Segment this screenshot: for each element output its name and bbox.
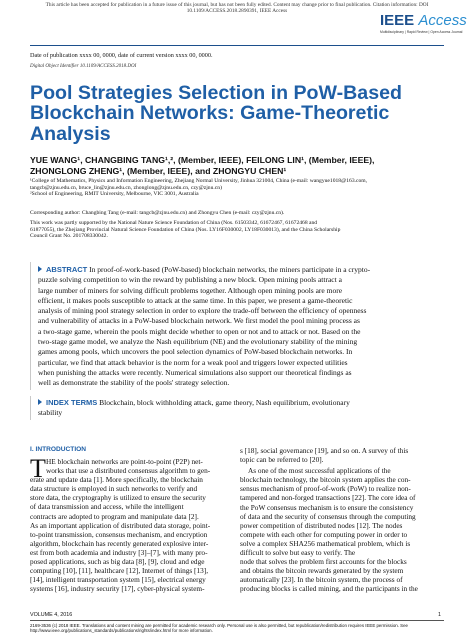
corresponding-text: Corresponding author: Changbing Tang (e-mail: tangcb@zjnu.edu.cn) and Zhongyu Chen (e-mail: czy@zjnu.cn). bbox=[30, 210, 285, 216]
title-line: Blockchain Networks: Game-Theoretic bbox=[30, 102, 390, 125]
logo-tagline: Multidisciplinary | Rapid Review | Open Access Journal bbox=[380, 30, 463, 34]
body-line: HE blockchain networks are point-to-point (P2P) net- bbox=[46, 457, 203, 466]
title-line: Analysis bbox=[30, 122, 111, 145]
header-rule bbox=[30, 45, 444, 46]
affiliations bbox=[30, 178, 450, 198]
body-line: node that solves the problem first accounts for the blocks bbox=[240, 557, 407, 567]
paper-title bbox=[30, 83, 450, 144]
drop-cap: T bbox=[30, 454, 46, 483]
abstract-line: In proof-of-work-based (PoW-based) blockchain networks, the miners participate in a crypto- bbox=[89, 265, 371, 274]
abstract-line: well as demonstrate the stability of the pools' strategy selection. bbox=[38, 378, 230, 388]
abstract-line: large number of miners for solving difficult problems together. Although open mining pools are more bbox=[38, 285, 343, 295]
license-line: 2169-3536 (c) 2018 IEEE. Translations and content mining are permitted for academic research only. Personal use is also permitted, but republication/redistribution requires IEEE permission. See bbox=[30, 623, 408, 628]
intro-column-right bbox=[240, 446, 450, 594]
body-line: difficult to solve but easy to verify. The bbox=[240, 548, 356, 558]
abstract-line: particular, we find that attack behavior is the norm for a weak pool and triggers lower expected utilities bbox=[38, 357, 348, 367]
body-line: and obtains the bitcoin rewards generated by the system bbox=[240, 566, 404, 576]
body-line: As an important application of distributed data storage, point- bbox=[30, 520, 211, 530]
author-line: YUE WANG¹, CHANGBING TANG¹,², (Member, IEEE), FEILONG LIN¹, (Member, IEEE), bbox=[30, 155, 375, 165]
logo-access: Access bbox=[418, 12, 467, 29]
body-line: systems [16], industry security [17], cyber-physical system- bbox=[30, 584, 205, 594]
body-line: automatically [23]. In the bitcoin system, the process of bbox=[240, 575, 403, 585]
footer-rule bbox=[30, 620, 444, 621]
body-line: power competition of distributed nodes [12]. The nodes bbox=[240, 520, 403, 530]
triangle-icon bbox=[38, 266, 42, 272]
license-notice bbox=[30, 623, 444, 634]
body-line: blockchain technology, the bitcoin system applies the con- bbox=[240, 475, 411, 485]
body-line: posed applications, such as big data [8], [9], cloud and edge bbox=[30, 557, 205, 567]
body-line: tampered and non-forged transactions [22]. The core idea of bbox=[240, 493, 416, 503]
funding-line: 61877055), the Zhejiang Provincial Natural Science Foundation of China (Nos. LY16F030002, LY18F030013), and the China Scholarship bbox=[30, 226, 341, 233]
abstract bbox=[38, 265, 448, 389]
abstract-line: two-stage game model, we analyze the Nash equilibrium (NE) and the evolutionary stability of the mining bbox=[38, 337, 358, 347]
body-line: erate and update data [1]. More specifically, the blockchain bbox=[30, 475, 203, 485]
funding-line: This work was partly supported by the National Nature Science Foundation of China (Nos. 61503342, 61672467, 61672468 and bbox=[30, 220, 318, 226]
body-line: to-point transmission, consensus mechanism, and encryption bbox=[30, 529, 208, 539]
body-line: the PoW consensus mechanism is to ensure the consistency bbox=[240, 502, 414, 512]
affiliation-line: tangcb@zjnu.edu.cn, bruce_lin@zjnu.edu.cn, zhonglong@zjnu.edu.cn, czy@zjnu.cn) bbox=[30, 184, 222, 191]
corresponding-author bbox=[30, 210, 450, 217]
index-terms bbox=[38, 398, 448, 419]
affiliation-line: ²School of Engineering, RMIT University, Melbourne, VIC 3001, Australia bbox=[30, 191, 199, 197]
logo-ieee: IEEE bbox=[380, 12, 415, 29]
index-terms-line: stability bbox=[38, 408, 63, 418]
abstract-line: when punishing the attacks were recently. Numerical simulations also support our theoretical findings as bbox=[38, 367, 352, 377]
notice-line: This article has been accepted for publication in a future issue of this journal, but has not been fully edited. Content may change prior to final publication. Citation information: DOI bbox=[45, 2, 429, 8]
abstract-line: games among pools, which uncovers the pool selection dynamics of PoW-based blockchain networks. In bbox=[38, 347, 353, 357]
notice-line: 10.1109/ACCESS.2018.2890391, IEEE Access bbox=[186, 8, 288, 15]
body-line: As one of the most successful applications of the bbox=[248, 466, 391, 476]
abstract-line: a two-stage game, wherein the pools might decide whether to open or not and to attack or not. Based on the bbox=[38, 326, 361, 336]
abstract-line: puzzle solving competition to win the reward by publishing a new block. Open mining pools attract a bbox=[38, 275, 342, 285]
author-line: ZHONGLONG ZHENG¹, (Member, IEEE), and ZHONGYU CHEN¹ bbox=[30, 165, 287, 176]
section-heading: I. INTRODUCTION bbox=[30, 446, 87, 453]
body-line: contracts are adopted to program and manipulate data [2]. bbox=[30, 511, 199, 521]
body-line: works that use a distributed consensus algorithm to gen- bbox=[46, 466, 211, 476]
keywords-left-rule bbox=[30, 396, 31, 420]
body-line: [14], intelligent transportation system [15], electrical energy bbox=[30, 575, 206, 585]
index-terms-line: Blockchain, block withholding attack, game theory, Nash equilibrium, evolutionary bbox=[99, 398, 350, 407]
abstract-line: and vulnerability of attacks in a PoW-based blockchain network. We first model the pool mining process as bbox=[38, 316, 360, 326]
affiliation-line: ¹College of Mathematics, Physics and Information Engineering, Zhejiang Normal University, Jinhua 321004, China (e-mail: wangyue1018@163.com, bbox=[30, 178, 368, 184]
abstract-line: efficient, it makes pools susceptible to attack at the same time. In this paper, we present a game-theoretic bbox=[38, 295, 353, 305]
body-line: compete with each other for computing power in order to bbox=[240, 529, 408, 539]
title-line: Pool Strategies Selection in PoW-Based bbox=[30, 82, 402, 104]
license-line: http://www.ieee.org/publications_standards/publications/rights/index.html for more information. bbox=[30, 628, 213, 634]
index-terms-label: INDEX TERMS bbox=[46, 398, 98, 407]
abstract-line: analysis of mining pool strategy selection in order to explore the trade-off between the efficiency of openness bbox=[38, 306, 367, 316]
ieee-access-logo bbox=[380, 12, 470, 42]
body-line: algorithm, blockchain has recently generated explosive inter- bbox=[30, 538, 209, 548]
logo-wordmark bbox=[380, 12, 470, 29]
author-list bbox=[30, 155, 450, 176]
body-line: sensus mechanism of proof-of-work (PoW) to realize non- bbox=[240, 484, 411, 494]
body-line: topic can be referred to [20]. bbox=[240, 455, 324, 465]
body-line: data structure is employed in such networks to verify and bbox=[30, 484, 198, 494]
doi: Digital Object Identifier 10.1109/ACCESS.2018.DOI bbox=[30, 64, 137, 69]
body-line: computing [10], [11], healthcare [12], Internet of things [13], bbox=[30, 566, 209, 576]
body-line: producing blocks is called mining, and the participants in the bbox=[240, 584, 418, 594]
body-line: of data and the security of consensus through the computing bbox=[240, 511, 416, 521]
publication-dates: Date of publication xxxx 00, 0000, date of current version xxxx 00, 0000. bbox=[30, 52, 213, 59]
funding-note bbox=[30, 220, 450, 240]
body-line: store data, the cryptography is utilized to ensure the security bbox=[30, 493, 206, 503]
page-number: 1 bbox=[438, 612, 441, 618]
body-line: solve a complex SHA256 mathematical problem, which is bbox=[240, 538, 411, 548]
body-line: of data transmission and access, while the intelligent bbox=[30, 502, 184, 512]
body-line: s [18], social governance [19], and so on. A survey of this bbox=[240, 446, 409, 455]
abstract-label: ABSTRACT bbox=[46, 265, 88, 274]
abstract-left-rule bbox=[30, 262, 31, 390]
funding-line: Council Grant No. 201708330042. bbox=[30, 233, 108, 239]
intro-column-left bbox=[30, 454, 234, 594]
triangle-icon bbox=[38, 399, 42, 405]
body-line: est from both academia and industry [3]–[7], with many pro- bbox=[30, 547, 208, 557]
volume-label: VOLUME 4, 2016 bbox=[30, 612, 73, 618]
